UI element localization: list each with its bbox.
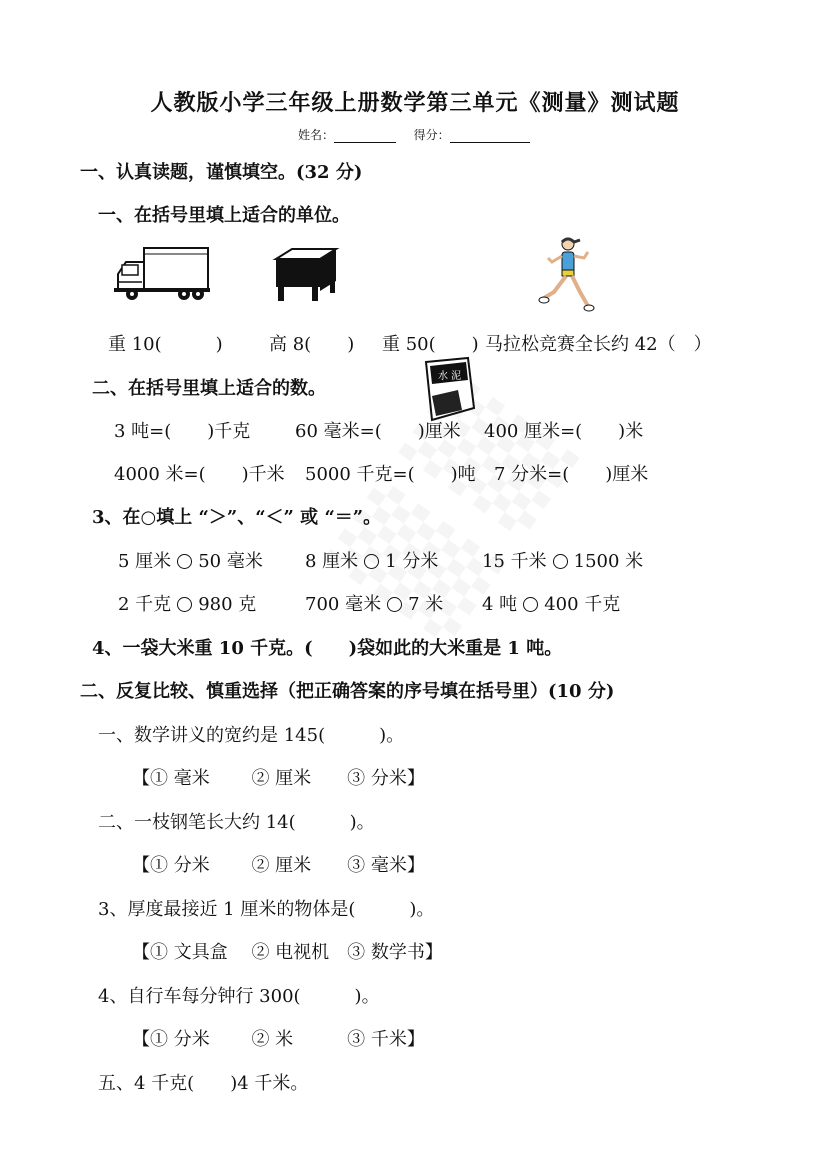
q1-item-weight: 重 10( ) xyxy=(108,334,223,355)
compare-circle[interactable] xyxy=(387,597,402,612)
q2-r2-c1: 4000 米=( )千米 xyxy=(114,464,285,485)
p2-q4-options: 【① 分米 ② 米 ③ 千米】 xyxy=(132,1029,425,1050)
q2-r2-c3: 7 分米=( )厘米 xyxy=(494,464,649,485)
q4-text: 4、一袋大米重 10 千克。( )袋如此的大米重是 1 吨。 xyxy=(92,638,563,659)
q3-r2-c2: 700 毫米 7 米 xyxy=(305,594,444,615)
name-field[interactable] xyxy=(334,130,396,143)
q1-title: 一、在括号里填上适合的单位。 xyxy=(98,205,350,226)
q1-item-marathon: 马拉松竞赛全长约 42（ ） xyxy=(485,334,712,355)
score-label: 得分： xyxy=(413,128,450,142)
student-info xyxy=(298,126,530,143)
p2-q1-options: 【① 毫米 ② 厘米 ③ 分米】 xyxy=(132,768,425,789)
p2-q1: 一、数学讲义的宽约是 145( )。 xyxy=(98,725,405,746)
p2-q2: 二、一枝钢笔长大约 14( )。 xyxy=(98,812,375,833)
p2-q5: 五、4 千克( )4 千米。 xyxy=(98,1073,309,1094)
cement-bag-label: 水 泥 xyxy=(438,371,462,382)
p2-q4: 4、自行车每分钟行 300( )。 xyxy=(98,986,380,1007)
q3-r1-c3: 15 千米 1500 米 xyxy=(482,551,644,572)
page-title: 人教版小学三年级上册数学第三单元《测量》测试题 xyxy=(150,90,680,116)
p2-q3-options: 【① 文具盒 ② 电视机 ③ 数学书】 xyxy=(132,942,443,963)
q3-r2-c1: 2 千克 980 克 xyxy=(118,594,257,615)
q3-title: 3、在○填上 “＞”、“＜” 或 “＝”。 xyxy=(92,507,382,528)
q2-r1-c1: 3 吨=( )千克 xyxy=(114,421,251,442)
part1-heading: 一、认真读题，谨慎填空。(32 分) xyxy=(80,162,363,183)
desk-icon xyxy=(272,247,340,303)
name-label: 姓名： xyxy=(298,128,335,142)
q1-item-height: 高 8( ) xyxy=(269,334,355,355)
score-field[interactable] xyxy=(450,130,530,143)
q1-item-weight-bag: 重 50( ) xyxy=(382,334,479,355)
q3-r1-c2: 8 厘米 1 分米 xyxy=(305,551,439,572)
q3-r2-c3: 4 吨 400 千克 xyxy=(482,594,621,615)
q3-r1-c1: 5 厘米 50 毫米 xyxy=(118,551,263,572)
q2-r2-c2: 5000 千克=( )吨 xyxy=(305,464,476,485)
truck-icon xyxy=(112,244,212,302)
p2-q3: 3、厚度最接近 1 厘米的物体是( )。 xyxy=(98,899,435,920)
compare-circle[interactable] xyxy=(177,554,192,569)
runner-icon xyxy=(540,236,596,314)
part2-heading: 二、反复比较、慎重选择（把正确答案的序号填在括号里）(10 分) xyxy=(80,681,615,702)
cement-bag-icon xyxy=(418,356,478,424)
compare-circle[interactable] xyxy=(523,597,538,612)
compare-circle[interactable] xyxy=(177,597,192,612)
q2-title: 二、在括号里填上适合的数。 xyxy=(92,378,326,399)
compare-circle[interactable] xyxy=(364,554,379,569)
compare-circle[interactable] xyxy=(553,554,568,569)
p2-q2-options: 【① 分米 ② 厘米 ③ 毫米】 xyxy=(132,855,425,876)
q2-r1-c2: 60 毫米=( )厘米 xyxy=(295,421,461,442)
q2-r1-c3: 400 厘米=( )米 xyxy=(484,421,644,442)
